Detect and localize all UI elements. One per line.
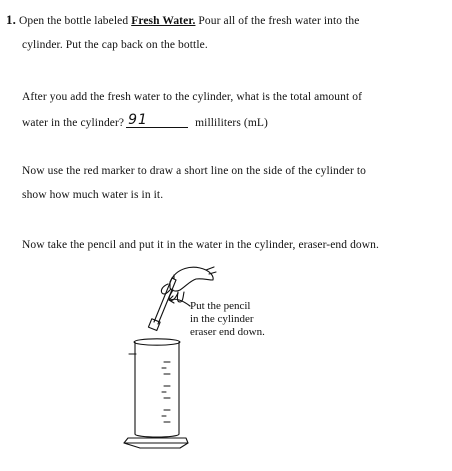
pencil-line-1: Now take the pencil and put it in the water in the cylinder, eraser-end down. — [22, 239, 380, 251]
answer-blank[interactable] — [126, 112, 188, 128]
cylinder-graduations — [162, 362, 170, 422]
cylinder-illustration — [110, 262, 300, 467]
measure-unit: milliliters (mL) — [192, 117, 268, 129]
bottle-label: Fresh Water. — [131, 15, 196, 27]
question-number: 1. — [6, 12, 16, 27]
measure-line-2 — [22, 112, 268, 129]
figure-caption-line-1: Put the pencil — [190, 300, 251, 312]
question-text-1a: Open the bottle labeled — [18, 15, 132, 27]
question-line-1 — [6, 12, 359, 28]
hand-outline — [170, 267, 213, 291]
figure-caption-line-3: eraser end down. — [190, 326, 265, 338]
graduated-cylinder — [124, 339, 188, 448]
pencil-icon — [148, 275, 176, 331]
marker-line-2: show how much water is in it. — [22, 189, 164, 201]
measure-line-1: After you add the fresh water to the cylinder, what is the total amount of — [22, 91, 363, 103]
question-line-2: cylinder. Put the cap back on the bottle. — [22, 39, 208, 51]
marker-line-1: Now use the red marker to draw a short line on the side of the cylinder to — [22, 165, 366, 177]
figure-caption-line-2: in the cylinder — [190, 313, 254, 325]
handwritten-answer: 91 — [128, 112, 148, 128]
question-text-1b: Pour all of the fresh water into the — [195, 15, 360, 27]
measure-question: water in the cylinder? — [22, 117, 125, 129]
